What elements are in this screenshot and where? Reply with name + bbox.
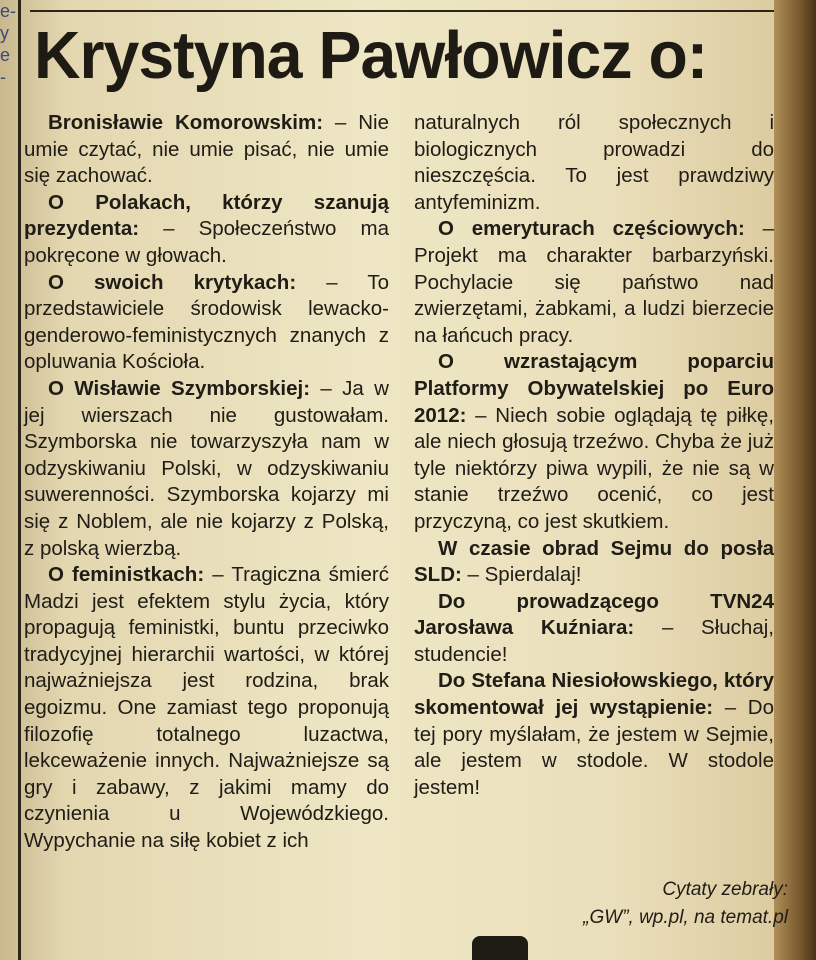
quote-lead: Bronisławie Komorowskim: (48, 111, 324, 134)
quote-lead: O feministkach: (48, 563, 205, 587)
quote-lead: O Polakach, którzy szanują prezydenta: (24, 190, 389, 241)
quote-credit (540, 876, 788, 932)
quote-paragraph (24, 110, 389, 190)
quote-paragraph (24, 190, 389, 270)
quote-paragraph (414, 216, 774, 349)
adjacent-column-fragment (0, 0, 17, 960)
quote-text: – To przedstawiciele środowisk lewacko-genderowo-feministycznych znanych z opluwania Kościoła. (24, 270, 389, 374)
quote-text: naturalnych ról społecznych i biologicznych prowadzi do nieszczęścia. To jest prawdziwy antyfeminizm. (414, 111, 774, 214)
top-rule (30, 10, 775, 12)
left-column (24, 110, 389, 855)
credit-line: Cytaty zebrały: (662, 879, 788, 900)
credit-sources: „GW”, wp.pl, na temat.pl (583, 907, 788, 928)
quote-text: – Projekt ma charakter barbarzyński. Pochylacie się państwo nad zwierzętami, żabkami, a ludzi bierzecie na łańcuch pracy. (414, 217, 774, 347)
quote-paragraph (24, 376, 389, 562)
margin-letter: y (0, 23, 9, 43)
quote-lead: Do prowadzącego TVN24 Jarosława Kuźniara: (414, 589, 774, 640)
quote-lead: Do Stefana Niesiołowskiego, który skomentował jej wystąpienie: (414, 669, 774, 720)
quote-paragraph (414, 349, 774, 535)
margin-letter: - (0, 67, 6, 87)
right-column (414, 110, 774, 801)
quote-lead: O wzrastającym poparciu Platformy Obywatelskiej po Euro 2012: (414, 350, 774, 427)
quote-text: – Ja w jej wierszach nie gustowałam. Szymborska nie towarzyszyła nam w odzyskiwaniu Polski, w odzyskiwaniu suwerenności. Szymborska kojarzy mi się z Noblem, ale nie kojarzy z Polską, z polską wierzbą. (24, 376, 389, 560)
quote-paragraph (414, 110, 774, 216)
quote-lead: O emeryturach częściowych: (438, 217, 745, 241)
quote-text: – Tragiczna śmierć Madzi jest efektem stylu życia, który propagują feministki, buntu przeciwko tradycyjnej hierarchii wartości, w której najważniejsza jest rodzina, brak egoizmu. One zamiast tego proponują filozofię totalnego luzactwa, lekceważenie innych. Najważniejsze są gry i zabawy, z jakimi mamy do czynienia u Wojewódzkiego. Wypychanie na siłę kobiet z ich (24, 563, 389, 853)
table-edge (774, 0, 816, 960)
quote-lead: O swoich krytykach: (48, 270, 297, 294)
quote-text: – Społeczeństwo ma pokręcone w głowach. (24, 217, 389, 267)
quote-paragraph (414, 589, 774, 669)
quote-text: – Spierdalaj! (461, 563, 582, 587)
margin-letter: e (0, 45, 11, 65)
quote-text: – Niech sobie oglądają tę piłkę, ale niech głosują trzeźwo. Chyba że już tyle niektórzy piwa wypili, że nie są w stanie trzeźwo ocenić, co jest przyczyną, co jest skutkiem. (414, 403, 774, 533)
quote-paragraph (414, 536, 774, 589)
page-number-tab (472, 936, 528, 960)
quote-paragraph (414, 668, 774, 801)
margin-letter: e- (0, 1, 17, 21)
quote-lead: W czasie obrad Sejmu do posła SLD: (414, 536, 774, 587)
quote-text: – Do tej pory myślałam, że jestem w Sejmie, ale jestem w stodole. W stodole jestem! (414, 696, 774, 799)
quote-text: – Słuchaj, studencie! (414, 616, 774, 666)
quote-paragraph (24, 562, 389, 855)
quote-text: – Nie umie czytać, nie umie pisać, nie umie się zachować. (24, 111, 389, 188)
quote-paragraph (24, 270, 389, 376)
headline: Krystyna Pawłowicz o: (34, 18, 708, 93)
column-divider (18, 0, 21, 960)
quote-lead: O Wisławie Szymborskiej: (48, 376, 311, 400)
